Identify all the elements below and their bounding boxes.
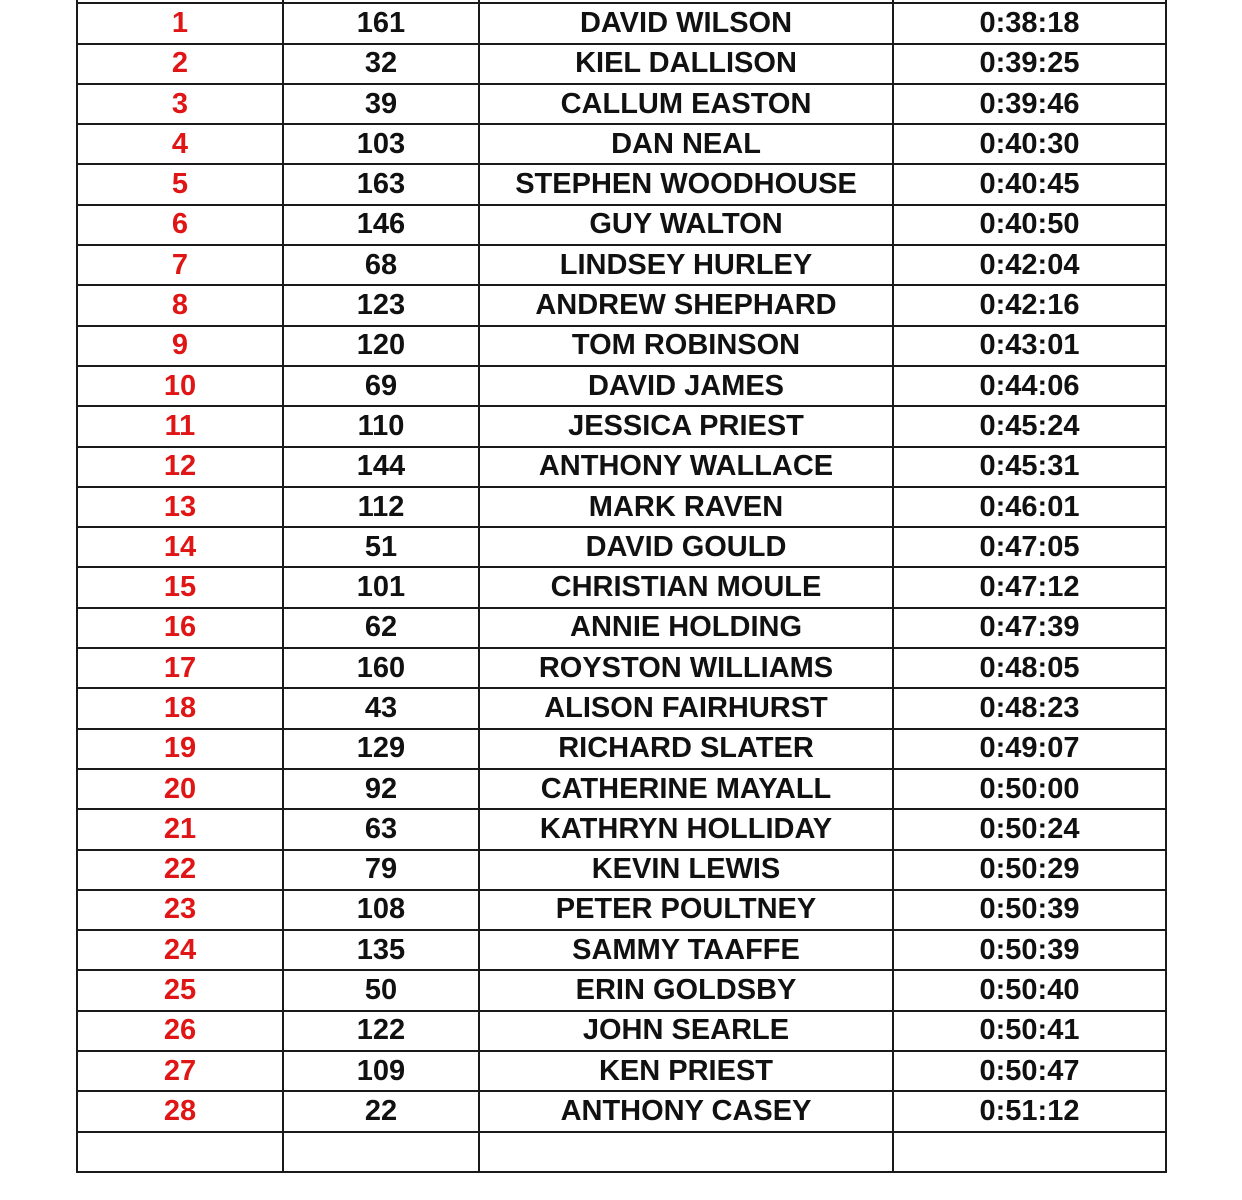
bib-cell: 43 [283,688,479,728]
name-cell: MARK RAVEN [479,487,893,527]
position-cell: 18 [77,688,283,728]
name-cell: ANTHONY CASEY [479,1091,893,1131]
table-row [77,366,1166,406]
table-row [77,326,1166,366]
name-cell: PETER POULTNEY [479,890,893,930]
position-cell: 22 [77,850,283,890]
time-cell: 0:46:01 [893,487,1166,527]
table-row [77,84,1166,124]
position-cell: 24 [77,930,283,970]
table-row [77,164,1166,204]
name-cell: CALLUM EASTON [479,84,893,124]
bib-cell: 50 [283,970,479,1010]
name-cell: KEVIN LEWIS [479,850,893,890]
position-cell: 1 [77,3,283,43]
position-cell: 3 [77,84,283,124]
bib-cell: 146 [283,205,479,245]
name-cell [479,1132,893,1172]
position-cell: 5 [77,164,283,204]
table-row [77,487,1166,527]
position-cell: 12 [77,447,283,487]
position-cell: 14 [77,527,283,567]
position-cell: 17 [77,648,283,688]
bib-cell: 51 [283,527,479,567]
time-cell: 0:42:04 [893,245,1166,285]
time-cell: 0:40:30 [893,124,1166,164]
table-row [77,245,1166,285]
time-cell: 0:50:29 [893,850,1166,890]
position-cell: 11 [77,406,283,446]
position-cell: 25 [77,970,283,1010]
time-cell: 0:45:31 [893,447,1166,487]
bib-cell: 39 [283,84,479,124]
time-cell [893,1132,1166,1172]
bib-cell: 129 [283,729,479,769]
table-row [77,1051,1166,1091]
position-cell: 21 [77,809,283,849]
bib-cell: 160 [283,648,479,688]
table-row [77,406,1166,446]
bib-cell: 112 [283,487,479,527]
name-cell: RICHARD SLATER [479,729,893,769]
position-cell: 9 [77,326,283,366]
position-cell: 19 [77,729,283,769]
time-cell: 0:39:46 [893,84,1166,124]
bib-cell: 108 [283,890,479,930]
time-cell: 0:50:47 [893,1051,1166,1091]
name-cell: KATHRYN HOLLIDAY [479,809,893,849]
table-row [77,688,1166,728]
time-cell: 0:50:24 [893,809,1166,849]
bib-cell: 135 [283,930,479,970]
time-cell: 0:40:50 [893,205,1166,245]
bib-cell: 163 [283,164,479,204]
position-cell: 2 [77,44,283,84]
time-cell: 0:48:05 [893,648,1166,688]
bib-cell: 161 [283,3,479,43]
bib-cell: 101 [283,567,479,607]
time-cell: 0:50:39 [893,890,1166,930]
name-cell: ANDREW SHEPHARD [479,285,893,325]
position-cell: 10 [77,366,283,406]
bib-cell: 69 [283,366,479,406]
table-row [77,205,1166,245]
bib-cell: 144 [283,447,479,487]
table-row [77,1132,1166,1172]
position-cell: 26 [77,1011,283,1051]
position-cell: 13 [77,487,283,527]
table-row [77,970,1166,1010]
table-row [77,1091,1166,1131]
bib-cell: 122 [283,1011,479,1051]
table-row [77,1011,1166,1051]
name-cell: CATHERINE MAYALL [479,769,893,809]
table-row [77,930,1166,970]
position-cell: 28 [77,1091,283,1131]
name-cell: JESSICA PRIEST [479,406,893,446]
name-cell: ROYSTON WILLIAMS [479,648,893,688]
position-cell: 16 [77,608,283,648]
time-cell: 0:51:12 [893,1091,1166,1131]
table-row [77,527,1166,567]
time-cell: 0:43:01 [893,326,1166,366]
name-cell: ANNIE HOLDING [479,608,893,648]
results-table [76,0,1167,1173]
position-cell: 6 [77,205,283,245]
name-cell: JOHN SEARLE [479,1011,893,1051]
time-cell: 0:38:18 [893,3,1166,43]
time-cell: 0:39:25 [893,44,1166,84]
bib-cell: 120 [283,326,479,366]
name-cell: STEPHEN WOODHOUSE [479,164,893,204]
table-row [77,850,1166,890]
bib-cell: 123 [283,285,479,325]
name-cell: CHRISTIAN MOULE [479,567,893,607]
table-row [77,769,1166,809]
name-cell: GUY WALTON [479,205,893,245]
name-cell: ANTHONY WALLACE [479,447,893,487]
time-cell: 0:47:05 [893,527,1166,567]
name-cell: KEN PRIEST [479,1051,893,1091]
time-cell: 0:50:41 [893,1011,1166,1051]
time-cell: 0:50:39 [893,930,1166,970]
bib-cell: 63 [283,809,479,849]
bib-cell: 68 [283,245,479,285]
bib-cell: 62 [283,608,479,648]
table-row [77,44,1166,84]
results-table-body [77,0,1166,1172]
name-cell: DAVID GOULD [479,527,893,567]
position-cell: 20 [77,769,283,809]
name-cell: LINDSEY HURLEY [479,245,893,285]
name-cell: DAVID JAMES [479,366,893,406]
time-cell: 0:40:45 [893,164,1166,204]
bib-cell: 110 [283,406,479,446]
position-cell: 7 [77,245,283,285]
time-cell: 0:47:12 [893,567,1166,607]
time-cell: 0:45:24 [893,406,1166,446]
table-row [77,890,1166,930]
time-cell: 0:50:00 [893,769,1166,809]
position-cell: 23 [77,890,283,930]
bib-cell: 103 [283,124,479,164]
table-row [77,3,1166,43]
position-cell: 27 [77,1051,283,1091]
bib-cell [283,1132,479,1172]
table-row [77,567,1166,607]
table-row [77,285,1166,325]
time-cell: 0:47:39 [893,608,1166,648]
table-row [77,124,1166,164]
position-cell: 15 [77,567,283,607]
name-cell: ERIN GOLDSBY [479,970,893,1010]
name-cell: ALISON FAIRHURST [479,688,893,728]
table-row [77,729,1166,769]
table-row [77,809,1166,849]
name-cell: SAMMY TAAFFE [479,930,893,970]
time-cell: 0:44:06 [893,366,1166,406]
time-cell: 0:49:07 [893,729,1166,769]
name-cell: DAN NEAL [479,124,893,164]
name-cell: TOM ROBINSON [479,326,893,366]
time-cell: 0:48:23 [893,688,1166,728]
bib-cell: 22 [283,1091,479,1131]
results-sheet [76,0,1165,1173]
bib-cell: 109 [283,1051,479,1091]
time-cell: 0:50:40 [893,970,1166,1010]
position-cell [77,1132,283,1172]
position-cell: 8 [77,285,283,325]
bib-cell: 79 [283,850,479,890]
time-cell: 0:42:16 [893,285,1166,325]
table-row [77,447,1166,487]
table-row [77,648,1166,688]
table-row [77,608,1166,648]
name-cell: KIEL DALLISON [479,44,893,84]
bib-cell: 92 [283,769,479,809]
name-cell: DAVID WILSON [479,3,893,43]
position-cell: 4 [77,124,283,164]
bib-cell: 32 [283,44,479,84]
